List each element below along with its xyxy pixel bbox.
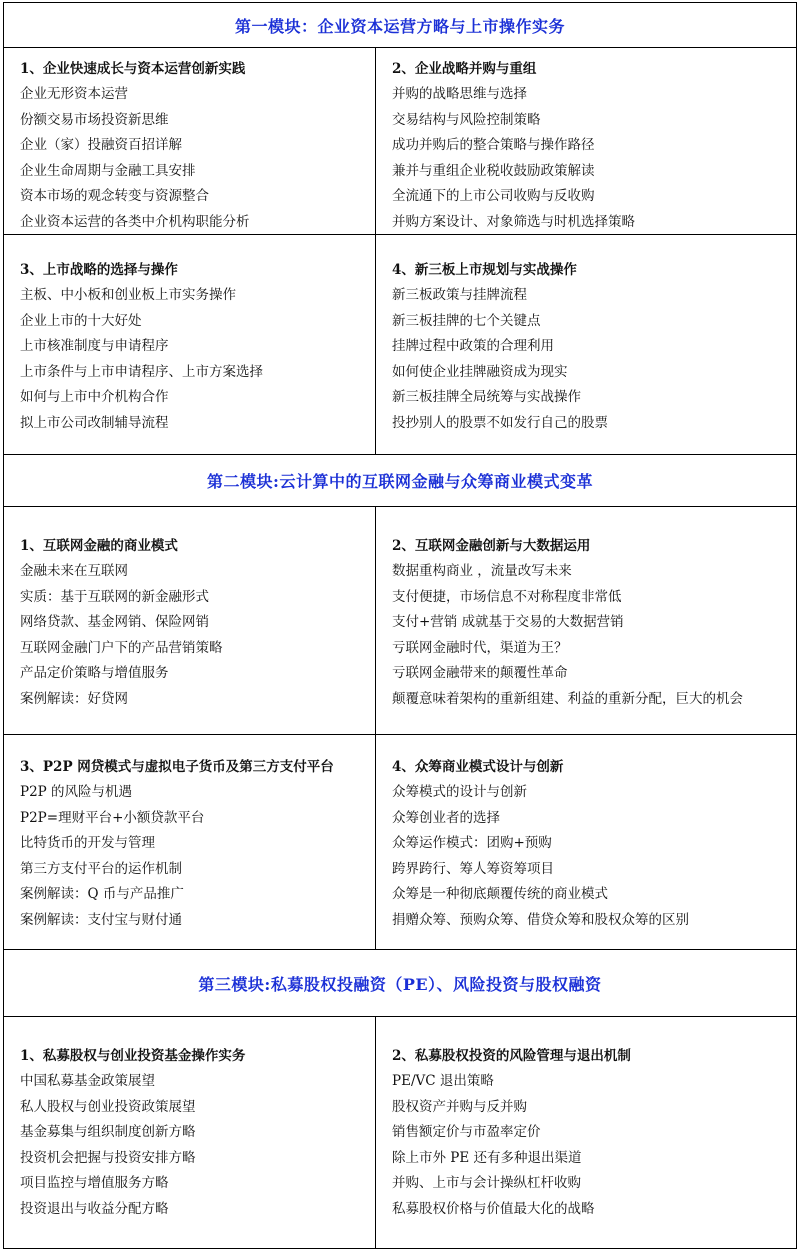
list-item: 并购方案设计、对象筛选与时机选择策略 [392,213,635,230]
list-item: 产品定价策略与增值服务 [20,665,169,681]
list-item: 颠覆意味着架构的重新组建、利益的重新分配，巨大的机会 [392,690,743,707]
list-item: 交易结构与风险控制策略 [392,111,541,128]
list-item: 资本市场的观念转变与资源整合 [20,188,209,204]
list-item: 除上市外 PE 还有多种退出渠道 [392,1149,582,1166]
module-2-section-1 [3,506,376,735]
module-3-section-2 [375,1016,797,1249]
list-item: 投抄别人的股票不如发行自己的股票 [392,414,608,431]
module-1-section-1 [3,47,376,235]
list-item: 亏联网金融带来的颠覆性革命 [392,665,568,681]
list-item: 案例解读：好贷网 [20,690,128,707]
module-1-section-2 [375,47,797,235]
list-item: 如何与上市中介机构合作 [20,389,169,405]
module-2-section-3 [3,734,376,950]
module-2-title: 第二模块:云计算中的互联网金融与众筹商业模式变革 [3,454,797,507]
list-item: 众筹模式的设计与创新 [392,784,527,800]
list-item: 企业上市的十大好处 [20,312,142,329]
list-item: 众筹创业者的选择 [392,809,500,826]
section-heading: 2、私募股权投资的风险管理与退出机制 [392,1048,631,1064]
list-item: 跨界跨行、筹人筹资筹项目 [392,860,554,877]
list-item: 众筹运作模式：团购+预购 [392,835,552,851]
list-item: 案例解读：Q 币与产品推广 [20,886,184,902]
list-item: 兼并与重组企业税收鼓励政策解读 [392,162,595,179]
list-item: 中国私募基金政策展望 [20,1073,155,1089]
list-item: 项目监控与增值服务方略 [20,1175,169,1191]
module-3-title: 第三模块:私募股权投融资（PE）、风险投资与股权融资 [3,949,797,1017]
section-heading: 3、P2P 网贷模式与虚拟电子货币及第三方支付平台 [20,759,334,775]
list-item: 企业无形资本运营 [20,86,128,102]
section-heading: 2、互联网金融创新与大数据运用 [392,538,591,554]
section-heading: 1、私募股权与创业投资基金操作实务 [20,1048,246,1064]
section-heading: 3、上市战略的选择与操作 [20,262,178,278]
list-item: 案例解读：支付宝与财付通 [20,911,182,928]
module-2-section-2 [375,506,797,735]
list-item: 股权资产并购与反并购 [392,1098,527,1115]
section-heading: 4、众筹商业模式设计与创新 [392,759,564,775]
list-item: P2P=理财平台+小额贷款平台 [20,809,205,826]
list-item: 新三板政策与挂牌流程 [392,287,527,303]
module-1-section-3 [3,234,376,455]
list-item: 投资机会把握与投资安排方略 [20,1149,196,1166]
list-item: 私募股权价格与价值最大化的战略 [392,1200,595,1217]
section-heading: 1、企业快速成长与资本运营创新实践 [20,61,246,77]
list-item: 全流通下的上市公司收购与反收购 [392,188,595,204]
list-item: 网络贷款、基金网销、保险网销 [20,614,209,630]
list-item: 企业生命周期与金融工具安排 [20,162,196,179]
list-item: 销售额定价与市盈率定价 [392,1124,541,1140]
list-item: 第三方支付平台的运作机制 [20,860,182,877]
list-item: 私人股权与创业投资政策展望 [20,1098,196,1115]
list-item: 挂牌过程中政策的合理利用 [392,338,554,354]
list-item: 拟上市公司改制辅导流程 [20,414,169,431]
list-item: 金融未来在互联网 [20,563,128,579]
list-item: 数据重构商业 ，流量改写未来 [392,563,572,579]
list-item: 上市条件与上市申请程序、上市方案选择 [20,363,263,380]
list-item: 支付+营销 成就基于交易的大数据营销 [392,614,624,630]
list-item: 亏联网金融时代，渠道为王？ [392,639,568,656]
list-item: 并购、上市与会计操纵杠杆收购 [392,1175,581,1191]
list-item: 份额交易市场投资新思维 [20,111,169,128]
list-item: 基金募集与组织制度创新方略 [20,1124,196,1140]
module-2-section-4 [375,734,797,950]
list-item: 并购的战略思维与选择 [392,86,527,102]
section-heading: 1、互联网金融的商业模式 [20,538,178,554]
list-item: 新三板挂牌全局统筹与实战操作 [392,389,581,405]
list-item: 捐赠众筹、预购众筹、借贷众筹和股权众筹的区别 [392,911,689,928]
list-item: PE/VC 退出策略 [392,1073,494,1089]
list-item: 实质：基于互联网的新金融形式 [20,588,209,605]
list-item: 如何使企业挂牌融资成为现实 [392,363,568,380]
course-outline-table [3,2,797,1249]
list-item: 新三板挂牌的七个关键点 [392,312,541,329]
list-item: 支付便捷，市场信息不对称程度非常低 [392,588,622,605]
list-item: 企业资本运营的各类中介机构职能分析 [20,213,250,230]
list-item: P2P 的风险与机遇 [20,784,133,800]
list-item: 互联网金融门户下的产品营销策略 [20,639,223,656]
module-3-section-1 [3,1016,376,1249]
list-item: 企业（家）投融资百招详解 [20,137,182,153]
module-1-section-4 [375,234,797,455]
list-item: 主板、中小板和创业板上市实务操作 [20,287,236,303]
section-heading: 2、企业战略并购与重组 [392,61,537,77]
list-item: 比特货币的开发与管理 [20,835,155,851]
section-heading: 4、新三板上市规划与实战操作 [392,262,577,278]
list-item: 投资退出与收益分配方略 [20,1200,169,1217]
list-item: 成功并购后的整合策略与操作路径 [392,137,595,153]
module-1-title: 第一模块：企业资本运营方略与上市操作实务 [3,2,797,48]
list-item: 众筹是一种彻底颠覆传统的商业模式 [392,886,608,902]
list-item: 上市核准制度与申请程序 [20,338,169,354]
